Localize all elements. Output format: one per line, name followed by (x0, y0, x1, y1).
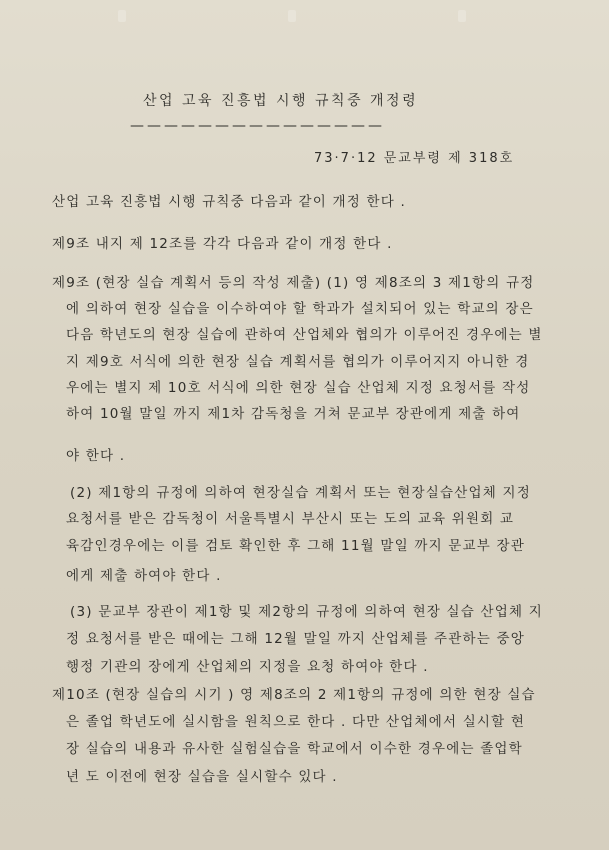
body-line: (3) 문교부 장관이 제1항 및 제2항의 규정에 의하여 현장 실습 산업체 지 (70, 604, 543, 620)
body-line: 우에는 별지 제 10호 서식에 의한 현장 실습 산업체 지정 요청서를 작성 (66, 380, 531, 396)
amendment-line: 제9조 내지 제 12조를 각각 다음과 같이 개정 한다 . (52, 236, 393, 252)
body-line: 에 의하여 현장 실습을 이수하여야 할 학과가 설치되어 있는 학교의 장은 (66, 301, 534, 317)
body-line: 제9조 (현장 실습 계획서 등의 작성 제출) (1) 영 제8조의 3 제1항의 규정 (52, 275, 535, 291)
punch-hole-mark (118, 10, 126, 22)
body-line: (2) 제1항의 규정에 의하여 현장실습 계획서 또는 현장실습산업체 지정 (70, 485, 531, 501)
body-line: 요청서를 받은 감독청이 서울특별시 부산시 또는 도의 교육 위원회 교 (66, 511, 515, 527)
body-line: 지 제9호 서식에 의한 현장 실습 계획서를 협의가 이루어지지 아니한 경 (66, 354, 530, 370)
body-line: 행정 기관의 장에게 산업체의 지정을 요청 하여야 한다 . (66, 659, 429, 675)
document-title: 산업 고육 진흥법 시행 규칙중 개정령 (143, 93, 419, 109)
body-line: 야 한다 . (66, 448, 126, 464)
body-line: 정 요청서를 받은 때에는 그해 12월 말일 까지 산업체를 주관하는 중앙 (66, 631, 525, 647)
body-line: 육감인경우에는 이를 검토 확인한 후 그해 11월 말일 까지 문교부 장관 (66, 538, 525, 554)
body-line: 은 졸업 학년도에 실시함을 원칙으로 한다 . 다만 산업체에서 실시할 현 (66, 714, 526, 730)
body-line: 하여 10월 말일 까지 제1차 감독청을 거쳐 문교부 장관에게 제출 하여 (66, 406, 521, 422)
body-line: 에게 제출 하여야 한다 . (66, 568, 222, 584)
body-line: 다음 학년도의 현장 실습에 관하여 산업체와 협의가 이루어진 경우에는 별 (66, 327, 543, 343)
punch-hole-mark (458, 10, 466, 22)
intro-line: 산업 고육 진흥법 시행 규칙중 다음과 같이 개정 한다 . (52, 194, 406, 210)
title-rule-line: ——————————————— (130, 118, 385, 134)
ordinance-reference: 73·7·12 문교부령 제 318호 (314, 151, 515, 166)
body-line: 년 도 이전에 현장 실습을 실시할수 있다 . (66, 769, 338, 785)
punch-hole-mark (288, 10, 296, 22)
body-line: 제10조 (현장 실습의 시기 ) 영 제8조의 2 제1항의 규정에 의한 현장 실습 (52, 687, 536, 703)
body-line: 장 실습의 내용과 유사한 실험실습을 학교에서 이수한 경우에는 졸업학 (66, 741, 523, 757)
